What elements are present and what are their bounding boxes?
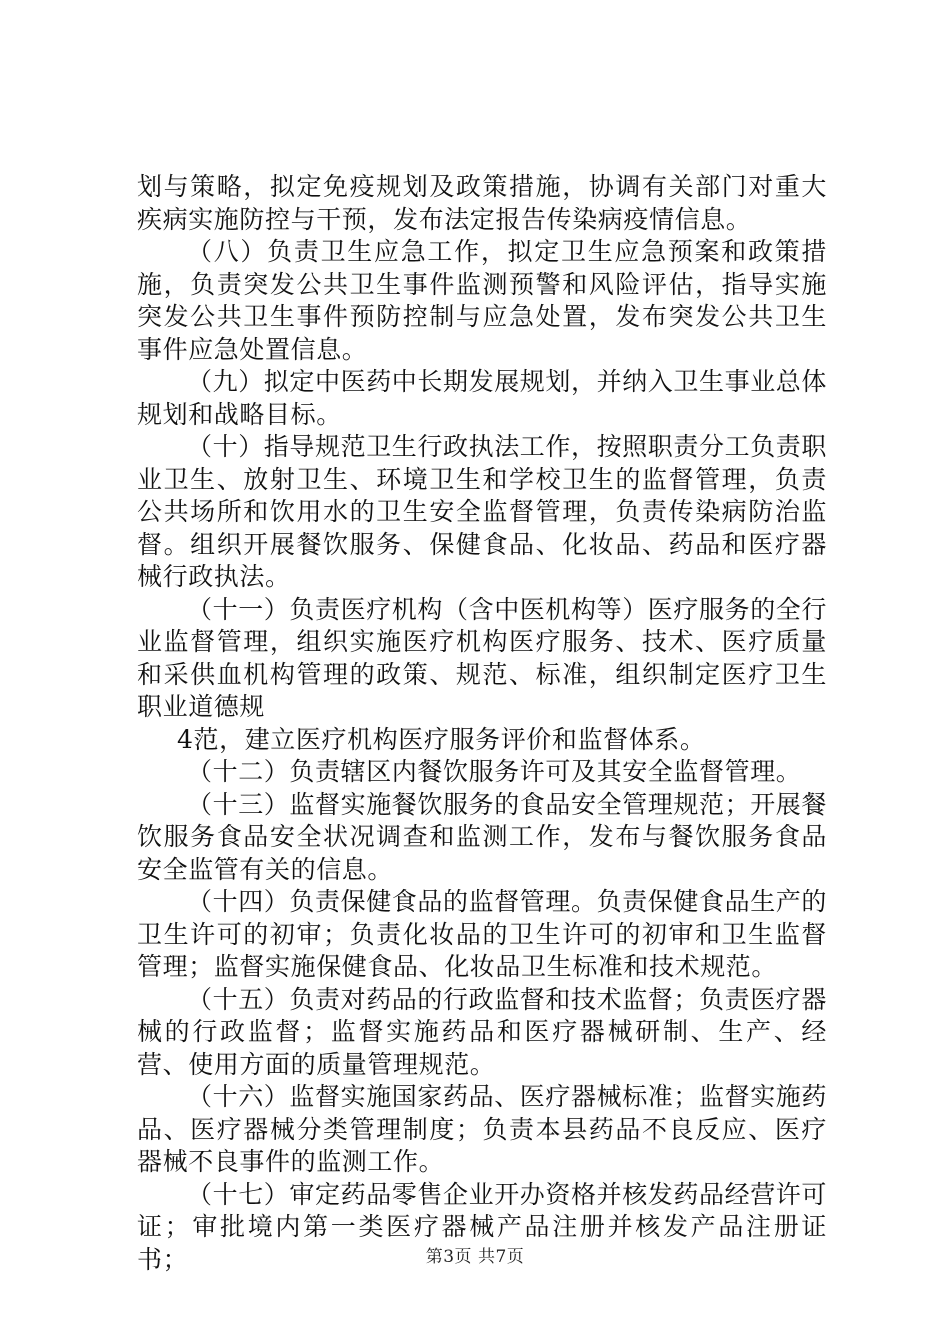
paragraph-1: 划与策略，拟定免疫规划及政策措施，协调有关部门对重大疾病实施防控与干预，发布法定报告传染病疫情信息。 bbox=[137, 172, 827, 234]
paragraph-4: （十）指导规范卫生行政执法工作，按照职责分工负责职业卫生、放射卫生、环境卫生和学校卫生的监督管理，负责公共场所和饮用水的卫生安全监督管理，负责传染病防治监督。组织开展餐饮服务、保健食品、化妆品、药品和医疗器械行政执法。 bbox=[137, 432, 828, 591]
paragraph-5: （十一）负责医疗机构（含中医机构等）医疗服务的全行业监督管理，组织实施医疗机构医疗服务、技术、医疗质量和采供血机构管理的政策、规范、标准，组织制定医疗卫生职业道德规 bbox=[137, 594, 828, 721]
paragraph-8: （十三）监督实施餐饮服务的食品安全管理规范；开展餐饮服务食品安全状况调查和监测工作，发布与餐饮服务食品安全监管有关的信息。 bbox=[137, 789, 828, 884]
paragraph-10: （十五）负责对药品的行政监督和技术监督；负责医疗器械的行政监督；监督实施药品和医疗器械研制、生产、经营、使用方面的质量管理规范。 bbox=[137, 984, 828, 1079]
page-number-footer: 第3页 共7页 bbox=[425, 1247, 525, 1267]
paragraph-3: （九）拟定中医药中长期发展规划，并纳入卫生事业总体规划和战略目标。 bbox=[137, 367, 828, 429]
document-body bbox=[137, 171, 827, 1276]
paragraph-12: （十七）审定药品零售企业开办资格并核发药品经营许可证；审批境内第一类医疗器械产品注册并核发产品注册证书； bbox=[137, 1179, 828, 1274]
paragraph-6: 4范，建立医疗机构医疗服务评价和监督体系。 bbox=[177, 724, 706, 754]
paragraph-7: （十二）负责辖区内餐饮服务许可及其安全监督管理。 bbox=[187, 757, 802, 786]
paragraph-11: （十六）监督实施国家药品、医疗器械标准；监督实施药品、医疗器械分类管理制度；负责本县药品不良反应、医疗器械不良事件的监测工作。 bbox=[137, 1082, 828, 1176]
paragraph-2: （八）负责卫生应急工作，拟定卫生应急预案和政策措施，负责突发公共卫生事件监测预警和风险评估，指导实施突发公共卫生事件预防控制与应急处置，发布突发公共卫生事件应急处置信息。 bbox=[137, 237, 827, 364]
paragraph-9: （十四）负责保健食品的监督管理。负责保健食品生产的卫生许可的初审；负责化妆品的卫生许可的初审和卫生监督管理；监督实施保健食品、化妆品卫生标准和技术规范。 bbox=[137, 887, 828, 981]
